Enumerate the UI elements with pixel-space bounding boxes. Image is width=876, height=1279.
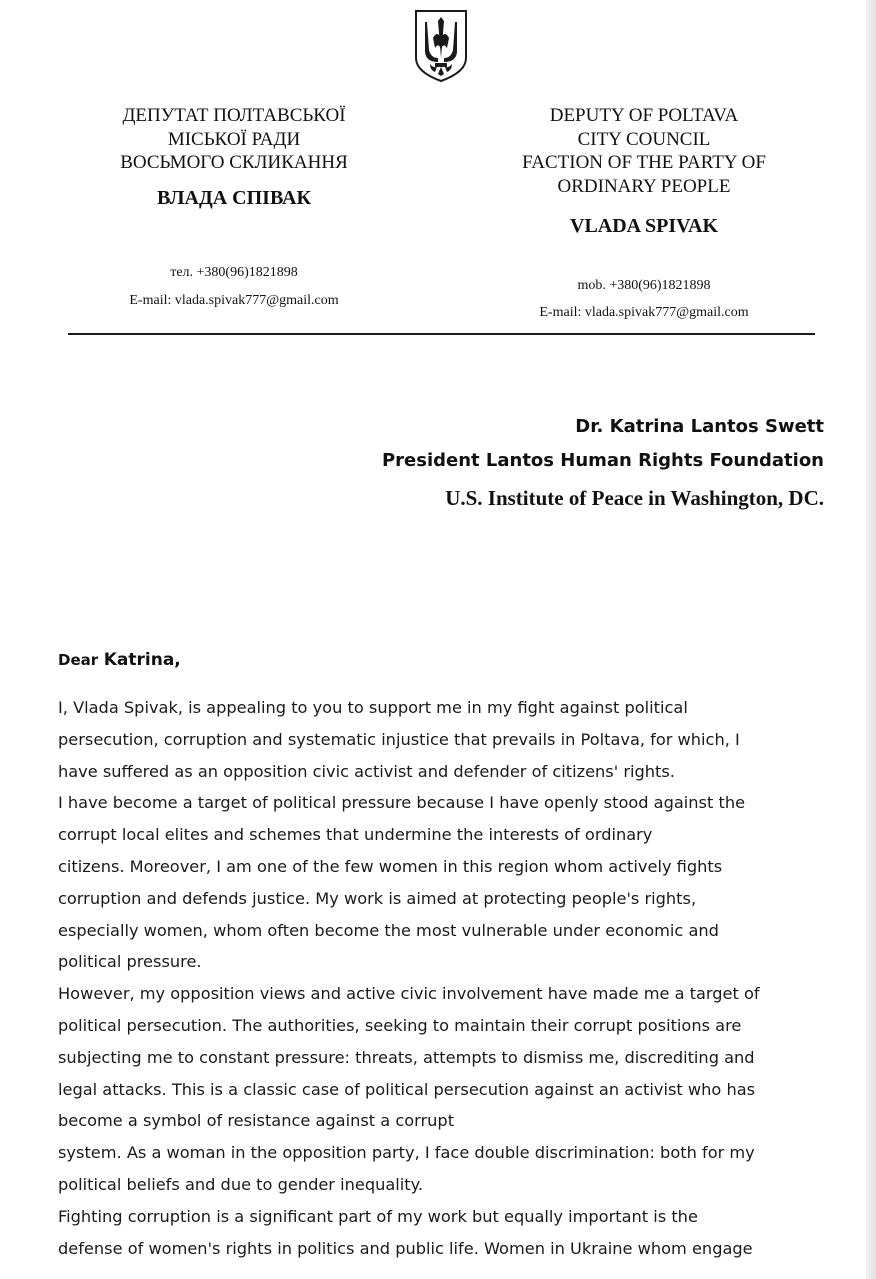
body-line: corruption and defends justice. My work is aimed at protecting people's rights,: [58, 888, 697, 908]
letter-body: [58, 696, 848, 1268]
header-left-phone: тел. +380(96)1821898: [170, 265, 298, 280]
recipient-position: President Lantos Human Rights Foundation: [381, 450, 824, 471]
salutation-prefix: Dear: [58, 651, 99, 669]
body-line: defense of women's rights in politics and public life. Women in Ukraine whom engage: [58, 1238, 753, 1258]
body-line: citizens. Moreover, I am one of the few women in this region whom actively fights: [58, 856, 723, 876]
header-right-line: DEPUTY OF POLTAVA: [549, 105, 739, 126]
header-left-email: E-mail: vlada.spivak777@gmail.com: [129, 293, 339, 308]
body-line: corrupt local elites and schemes that undermine the interests of ordinary: [58, 825, 653, 845]
body-line: persecution, corruption and systematic injustice that prevails in Poltava, for which, I: [58, 729, 740, 749]
header-right-line: CITY COUNCIL: [577, 128, 711, 150]
header-left-line: ВОСЬМОГО СКЛИКАННЯ: [120, 152, 348, 173]
header-right-email: E-mail: vlada.spivak777@gmail.com: [539, 305, 749, 320]
header-divider: [68, 333, 815, 335]
body-line: political beliefs and due to gender inequality.: [58, 1174, 424, 1194]
salutation: [58, 650, 181, 670]
header-right-name-block: [494, 215, 794, 238]
header-right-title: [494, 104, 794, 198]
header-right-phone: mob. +380(96)1821898: [577, 278, 711, 293]
header-right-name: VLADA SPIVAK: [570, 215, 718, 237]
body-line: However, my opposition views and active civic involvement have made me a target of: [58, 984, 760, 1004]
body-line: system. As a woman in the opposition party, I face double discrimination: both for my: [58, 1143, 755, 1163]
header-right-phone-block: [494, 278, 794, 294]
header-right-email-block: [494, 305, 794, 321]
body-line: I, Vlada Spivak, is appealing to you to support me in my fight against political: [58, 698, 688, 717]
body-line: political persecution. The authorities, seeking to maintain their corrupt positions are: [58, 1015, 742, 1035]
ukraine-trident-emblem-icon: [413, 8, 469, 84]
header-left-email-block: [84, 293, 384, 309]
header-right-line: ORDINARY PEOPLE: [557, 175, 731, 197]
header-left-line: ДЕПУТАТ ПОЛТАВСЬКОЇ: [122, 105, 346, 126]
body-line: I have become a target of political pressure because I have openly stood against the: [58, 793, 746, 813]
header-left-title: [84, 104, 384, 175]
body-line: become a symbol of resistance against a corrupt: [58, 1111, 455, 1131]
header-left-name-block: [84, 187, 384, 210]
recipient-name: Dr. Katrina Lantos Swett: [575, 416, 824, 437]
body-line: subjecting me to constant pressure: threats, attempts to dismiss me, discrediting and: [58, 1047, 755, 1067]
recipient-organization: U.S. Institute of Peace in Washington, DC.: [445, 486, 824, 510]
body-line: have suffered as an opposition civic activist and defender of citizens' rights.: [58, 761, 675, 781]
header-left-line: МІСЬКОЇ РАДИ: [167, 128, 301, 150]
body-line: political pressure.: [58, 952, 202, 972]
header-left-phone-block: [84, 265, 384, 281]
body-line: Fighting corruption is a significant part of my work but equally important is the: [58, 1206, 698, 1226]
header-right-line: FACTION OF THE PARTY OF: [522, 152, 766, 173]
body-line: legal attacks. This is a classic case of political persecution against an activist who has: [58, 1079, 756, 1099]
page-edge-shadow: [866, 0, 876, 1279]
header-left-name: ВЛАДА СПІВАК: [157, 187, 311, 209]
body-line: especially women, whom often become the most vulnerable under economic and: [58, 920, 719, 940]
salutation-name: Katrina,: [103, 650, 181, 670]
